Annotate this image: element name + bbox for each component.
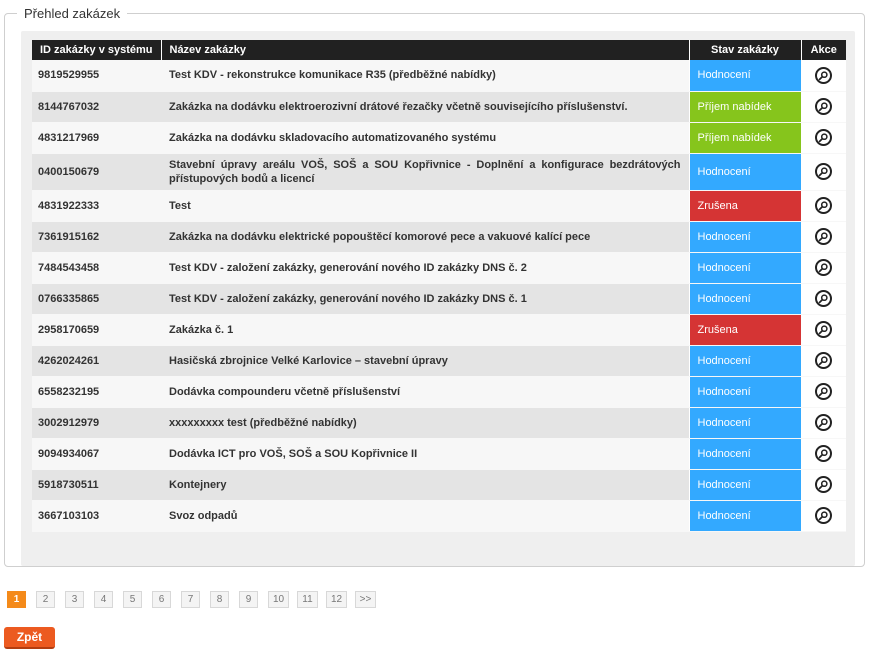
- order-name-cell: Dodávka ICT pro VOŠ, SOŠ a SOU Kopřivnice II: [161, 438, 689, 469]
- page-link-4[interactable]: 4: [94, 591, 113, 608]
- table-row[interactable]: [32, 376, 846, 407]
- search-icon[interactable]: [815, 290, 832, 307]
- order-id-cell: 7484543458: [32, 252, 161, 283]
- action-cell: [801, 221, 846, 252]
- table-row[interactable]: [32, 345, 846, 376]
- order-id-cell: 9094934067: [32, 438, 161, 469]
- order-name-cell: Zakázka č. 1: [161, 314, 689, 345]
- action-cell: [801, 469, 846, 500]
- order-name-cell: xxxxxxxxx test (předběžné nabídky): [161, 407, 689, 438]
- status-badge: Hodnocení: [689, 438, 801, 469]
- column-header-status[interactable]: Stav zakázky: [689, 40, 801, 60]
- action-cell: [801, 252, 846, 283]
- action-cell: [801, 91, 846, 122]
- back-button[interactable]: Zpět: [4, 627, 55, 649]
- action-cell: [801, 122, 846, 153]
- status-badge: Hodnocení: [689, 221, 801, 252]
- search-icon[interactable]: [815, 67, 832, 84]
- column-header-action: Akce: [801, 40, 846, 60]
- order-id-cell: 2958170659: [32, 314, 161, 345]
- table-row[interactable]: [32, 153, 846, 190]
- order-name-cell: Stavební úpravy areálu VOŠ, SOŠ a SOU Kopřivnice - Doplnění a konfigurace bezdrátových přístupových bodů a licencí: [161, 153, 689, 190]
- table-row[interactable]: [32, 91, 846, 122]
- next-page-link[interactable]: >>: [355, 591, 376, 608]
- page-link-7[interactable]: 7: [181, 591, 200, 608]
- search-icon[interactable]: [815, 197, 832, 214]
- page-link-2[interactable]: 2: [36, 591, 55, 608]
- search-icon[interactable]: [815, 163, 832, 180]
- orders-overview-section: [4, 6, 865, 567]
- search-icon[interactable]: [815, 259, 832, 276]
- status-badge: Hodnocení: [689, 469, 801, 500]
- order-id-cell: 7361915162: [32, 221, 161, 252]
- status-badge: Hodnocení: [689, 407, 801, 438]
- order-name-cell: Dodávka compounderu včetně příslušenství: [161, 376, 689, 407]
- table-row[interactable]: [32, 190, 846, 221]
- order-name-cell: Test KDV - založení zakázky, generování nového ID zakázky DNS č. 1: [161, 283, 689, 314]
- pagination: [7, 591, 384, 609]
- table-row[interactable]: [32, 60, 846, 91]
- action-cell: [801, 407, 846, 438]
- search-icon[interactable]: [815, 507, 832, 524]
- action-cell: [801, 438, 846, 469]
- page-link-6[interactable]: 6: [152, 591, 171, 608]
- action-cell: [801, 283, 846, 314]
- order-name-cell: Test KDV - rekonstrukce komunikace R35 (předběžné nabídky): [161, 60, 689, 91]
- action-cell: [801, 153, 846, 190]
- table-row[interactable]: [32, 500, 846, 531]
- search-icon[interactable]: [815, 321, 832, 338]
- table-header-row: [32, 40, 846, 60]
- action-cell: [801, 314, 846, 345]
- action-cell: [801, 345, 846, 376]
- status-badge: Zrušena: [689, 190, 801, 221]
- status-badge: Příjem nabídek: [689, 122, 801, 153]
- page-link-1[interactable]: 1: [7, 591, 26, 608]
- table-row[interactable]: [32, 221, 846, 252]
- page-link-10[interactable]: 10: [268, 591, 289, 608]
- order-id-cell: 0400150679: [32, 153, 161, 190]
- search-icon[interactable]: [815, 383, 832, 400]
- order-name-cell: Zakázka na dodávku elektroerozivní drátové řezačky včetně souvisejícího příslušenství.: [161, 91, 689, 122]
- status-badge: Hodnocení: [689, 345, 801, 376]
- status-badge: Hodnocení: [689, 252, 801, 283]
- table-row[interactable]: [32, 283, 846, 314]
- search-icon[interactable]: [815, 129, 832, 146]
- action-cell: [801, 500, 846, 531]
- table-row[interactable]: [32, 314, 846, 345]
- order-name-cell: Zakázka na dodávku skladovacího automatizovaného systému: [161, 122, 689, 153]
- page-link-5[interactable]: 5: [123, 591, 142, 608]
- order-id-cell: 3002912979: [32, 407, 161, 438]
- page-link-3[interactable]: 3: [65, 591, 84, 608]
- table-panel: [21, 31, 855, 566]
- search-icon[interactable]: [815, 228, 832, 245]
- order-id-cell: 4831922333: [32, 190, 161, 221]
- order-id-cell: 3667103103: [32, 500, 161, 531]
- order-id-cell: 9819529955: [32, 60, 161, 91]
- action-cell: [801, 60, 846, 91]
- order-name-cell: Svoz odpadů: [161, 500, 689, 531]
- search-icon[interactable]: [815, 476, 832, 493]
- status-badge: Zrušena: [689, 314, 801, 345]
- search-icon[interactable]: [815, 414, 832, 431]
- status-badge: Hodnocení: [689, 376, 801, 407]
- table-row[interactable]: [32, 252, 846, 283]
- order-name-cell: Kontejnery: [161, 469, 689, 500]
- order-name-cell: Test KDV - založení zakázky, generování nového ID zakázky DNS č. 2: [161, 252, 689, 283]
- status-badge: Hodnocení: [689, 60, 801, 91]
- orders-table: [32, 40, 846, 532]
- order-id-cell: 6558232195: [32, 376, 161, 407]
- search-icon[interactable]: [815, 352, 832, 369]
- table-row[interactable]: [32, 469, 846, 500]
- order-id-cell: 4262024261: [32, 345, 161, 376]
- order-name-cell: Hasičská zbrojnice Velké Karlovice – stavební úpravy: [161, 345, 689, 376]
- page-link-9[interactable]: 9: [239, 591, 258, 608]
- action-cell: [801, 190, 846, 221]
- page-link-12[interactable]: 12: [326, 591, 347, 608]
- status-badge: Hodnocení: [689, 500, 801, 531]
- order-id-cell: 4831217969: [32, 122, 161, 153]
- column-header-name[interactable]: Název zakázky: [161, 40, 689, 60]
- search-icon[interactable]: [815, 445, 832, 462]
- table-row[interactable]: [32, 407, 846, 438]
- action-cell: [801, 376, 846, 407]
- status-badge: Hodnocení: [689, 283, 801, 314]
- page-link-8[interactable]: 8: [210, 591, 229, 608]
- order-id-cell: 5918730511: [32, 469, 161, 500]
- order-name-cell: Zakázka na dodávku elektrické popouštěcí komorové pece a vakuové kalící pece: [161, 221, 689, 252]
- table-row[interactable]: [32, 122, 846, 153]
- table-row[interactable]: [32, 438, 846, 469]
- page-link-11[interactable]: 11: [297, 591, 318, 608]
- column-header-id[interactable]: ID zakázky v systému: [32, 40, 161, 60]
- order-name-cell: Test: [161, 190, 689, 221]
- search-icon[interactable]: [815, 98, 832, 115]
- order-id-cell: 0766335865: [32, 283, 161, 314]
- status-badge: Hodnocení: [689, 153, 801, 190]
- order-id-cell: 8144767032: [32, 91, 161, 122]
- status-badge: Příjem nabídek: [689, 91, 801, 122]
- section-title: Přehled zakázek: [17, 6, 127, 22]
